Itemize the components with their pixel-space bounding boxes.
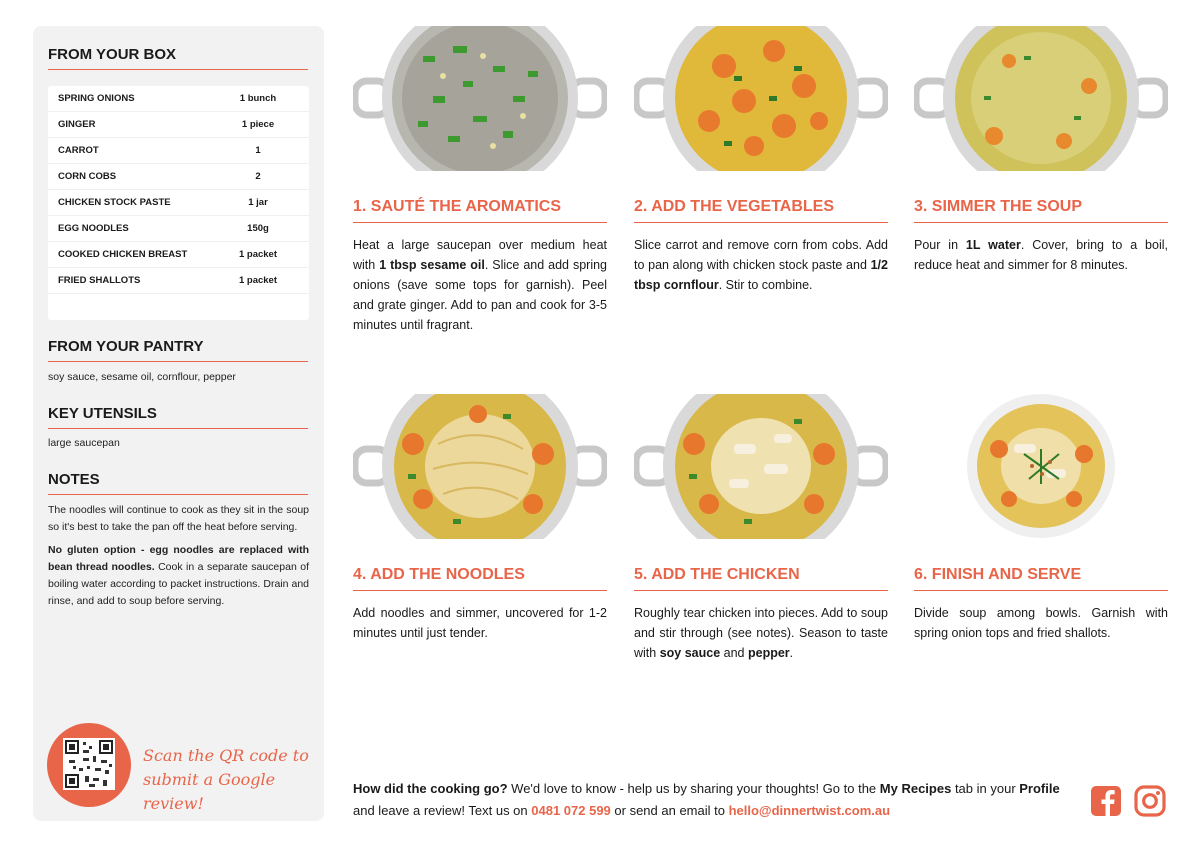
step-bold-text: 1/2 tbsp cornflour (634, 258, 888, 292)
soup-bowl-image (914, 394, 1168, 539)
ingredient-qty: 1 packet (238, 275, 278, 286)
ingredient-qty: 1 (255, 145, 261, 156)
step-title: 5. ADD THE CHICKEN (634, 566, 888, 591)
pot-spring-onions-image (353, 26, 607, 171)
utensils-text: large saucepan (48, 437, 120, 449)
step-text: Roughly tear chicken into pieces. Add to soup and stir through (see notes). Season to taste with (634, 606, 888, 660)
feedback-text-part: We'd love to know - help us by sharing your thoughts! Go to the (507, 781, 880, 796)
key-utensils-title: KEY UTENSILS (48, 405, 308, 429)
note-paragraph (48, 542, 309, 610)
pot-vegetables-image (634, 26, 888, 171)
table-row (48, 216, 309, 242)
qr-caption (143, 744, 313, 816)
feedback-text (353, 778, 1073, 822)
ingredient-name: FRIED SHALLOTS (58, 275, 141, 286)
pot-chicken-image (634, 394, 888, 539)
table-row (48, 190, 309, 216)
step-bold-text: 1 tbsp sesame oil (379, 258, 485, 272)
pot-soup-image (914, 26, 1168, 171)
ingredient-name: GINGER (58, 119, 96, 130)
profile-label: Profile (1019, 781, 1060, 796)
step-1 (353, 26, 607, 335)
step-text: Heat a large saucepan over medium heat with (353, 238, 607, 272)
qr-badge (47, 723, 131, 807)
feedback-text-part: and leave a review! Text us on (353, 803, 532, 818)
step-body (634, 603, 888, 663)
step-text: Add noodles and simmer, uncovered for 1-2 minutes until just tender. (353, 606, 607, 640)
notes-body (48, 502, 309, 616)
ingredient-name: CORN COBS (58, 171, 117, 182)
table-row (48, 242, 309, 268)
step-text: . (789, 646, 794, 660)
ingredient-name: EGG NOODLES (58, 223, 129, 234)
step-6 (914, 394, 1168, 643)
pot-noodles-image (353, 394, 607, 539)
step-title: 3. SIMMER THE SOUP (914, 198, 1168, 223)
step-4 (353, 394, 607, 643)
table-row (48, 268, 309, 294)
step-title: 6. FINISH AND SERVE (914, 566, 1168, 591)
note-paragraph: The noodles will continue to cook as they sit in the soup so it's best to take the pan off the heat before serving. (48, 504, 309, 533)
note-bold: No gluten option - egg noodles are replaced with bean thread noodles. (48, 544, 309, 573)
step-text: and (720, 646, 748, 660)
instagram-icon[interactable] (1134, 785, 1166, 817)
email-link[interactable]: hello@dinnertwist.com.au (728, 803, 891, 818)
notes-title: NOTES (48, 471, 308, 495)
qr-code-icon[interactable] (63, 738, 115, 790)
step-body (353, 603, 607, 643)
step-bold-text: 1L water (965, 238, 1021, 252)
my-recipes-label: My Recipes (879, 781, 952, 796)
step-body (914, 603, 1168, 643)
ingredient-name: CHICKEN STOCK PASTE (58, 197, 171, 208)
step-title: 2. ADD THE VEGETABLES (634, 198, 888, 223)
table-row (48, 112, 309, 138)
pantry-text: soy sauce, sesame oil, cornflour, pepper (48, 371, 236, 383)
ingredient-qty: 1 packet (238, 249, 278, 260)
step-text: Slice carrot and remove corn from cobs. Add to pan along with chicken stock paste and (634, 238, 888, 272)
ingredient-qty: 1 jar (248, 197, 268, 208)
step-text: . Slice and add spring onions (save some tops for garnish). Peel and grate ginger. Add to pan and cook for 3-5 minutes until fragrant. (353, 258, 608, 332)
step-3 (914, 26, 1168, 275)
feedback-text-part: or send an email to (610, 803, 729, 818)
step-body (634, 235, 888, 295)
feedback-text-part: tab in your (951, 781, 1020, 796)
ingredient-qty: 1 piece (241, 119, 275, 130)
ingredient-qty: 150g (247, 223, 269, 234)
step-title: 4. ADD THE NOODLES (353, 566, 607, 591)
table-row (48, 164, 309, 190)
ingredient-name: CARROT (58, 145, 99, 156)
from-your-pantry-title: FROM YOUR PANTRY (48, 338, 308, 362)
step-body (914, 235, 1168, 275)
step-body (353, 235, 607, 335)
ingredient-qty: 2 (255, 171, 261, 182)
table-row (48, 86, 309, 112)
ingredient-name: SPRING ONIONS (58, 93, 135, 104)
note-text: Cook in a separate saucepan of boiling water according to packet instructions. Drain and rinse, and add to soup before serving. (48, 561, 309, 607)
from-your-box-title: FROM YOUR BOX (48, 46, 308, 70)
step-text: Pour in (914, 238, 966, 252)
ingredients-table (48, 86, 309, 320)
step-title: 1. SAUTÉ THE AROMATICS (353, 198, 607, 223)
step-bold-text: soy sauce (659, 646, 721, 660)
step-text: . Cover, bring to a boil, reduce heat and simmer for 8 minutes. (914, 238, 1168, 272)
step-text: . Stir to combine. (718, 278, 813, 292)
step-5 (634, 394, 888, 663)
sidebar (33, 26, 324, 821)
facebook-icon[interactable] (1090, 785, 1122, 817)
step-bold-text: pepper (747, 646, 790, 660)
ingredient-qty: 1 bunch (239, 93, 277, 104)
qr-caption-line: submit a Google review! (143, 770, 276, 813)
step-2 (634, 26, 888, 295)
feedback-question: How did the cooking go? (353, 781, 508, 796)
table-row (48, 138, 309, 164)
ingredient-name: COOKED CHICKEN BREAST (58, 249, 188, 260)
qr-caption-line: Scan the QR code to (143, 746, 309, 765)
phone-link[interactable]: 0481 072 599 (531, 803, 611, 818)
step-text: Divide soup among bowls. Garnish with spring onion tops and fried shallots. (914, 606, 1168, 640)
